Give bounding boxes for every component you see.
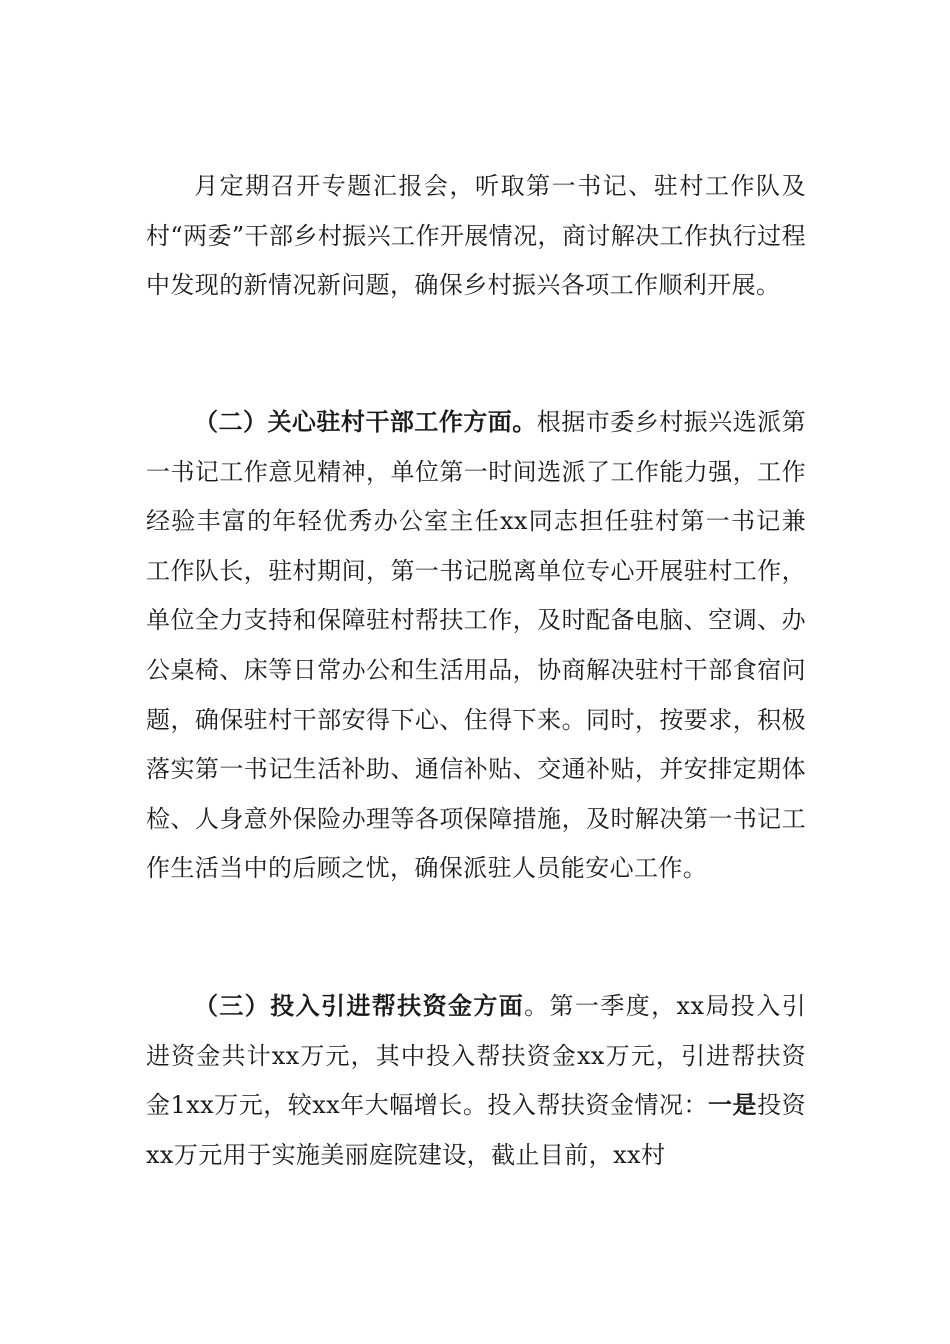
paragraph-cadre-support xyxy=(146,398,806,894)
paragraph-monthly-meeting xyxy=(146,162,806,311)
paragraph-text: 月定期召开专题汇报会，听取第一书记、驻村工作队及村“两委”干部乡村振兴工作开展情况，商讨解决工作执行过程中发现的新情况新问题，确保乡村振兴各项工作顺利开展。 xyxy=(146,172,806,300)
paragraph-text: 根据市委乡村振兴选派第一书记工作意见精神，单位第一时间选派了工作能力强，工作经验丰富的年轻优秀办公室主任xx同志担任驻村第一书记兼工作队长，驻村期间，第一书记脱离单位专心开展驻村工作，单位全力支持和保障驻村帮扶工作，及时配备电脑、空调、办公桌椅、床等日常办公和生活用品，协商解决驻村干部食宿问题，确保驻村干部安得下心、住得下来。同时，按要求，积极落实第一书记生活补助、通信补贴、交通补贴，并安排定期体检、人身意外保险办理等各项保障措施，及时解决第一书记工作生活当中的后顾之忧，确保派驻人员能安心工作。 xyxy=(146,408,806,883)
paragraph-text: 。第一季度，xx局投入引进资金共计xx万元，其中投入帮扶资金xx万元，引进帮扶资金1xx万元，较xx年大幅增长。投入帮扶资金情况： xyxy=(146,992,806,1120)
paragraph-funding xyxy=(146,982,806,1180)
item-lead-first: 一是 xyxy=(708,1091,758,1120)
section-heading-three: （三）投入引进帮扶资金方面 xyxy=(194,992,525,1020)
paragraph-text-continued: 投资xx万元用于实施美丽庭院建设，截止目前，xx村 xyxy=(146,1091,806,1169)
section-heading-two: （二）关心驻村干部工作方面。 xyxy=(194,408,537,436)
